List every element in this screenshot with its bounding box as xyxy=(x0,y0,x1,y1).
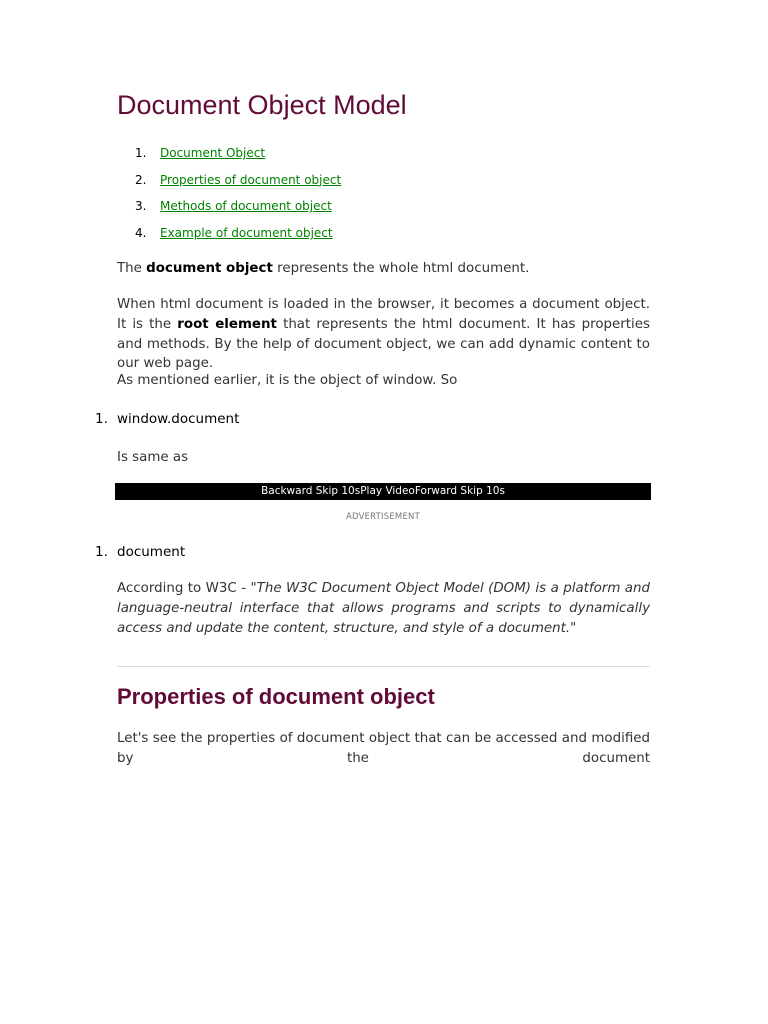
description-part1: When html document is loaded in the browser, it becomes a document object. It is the xyxy=(117,297,650,332)
toc-link-methods[interactable]: Methods of document object xyxy=(160,199,332,214)
toc-item xyxy=(135,144,341,171)
video-player-bar[interactable]: Backward Skip 10sPlay VideoForward Skip 10s xyxy=(115,483,651,500)
w3c-quote: The W3C Document Object Model (DOM) is a platform and language-neutral interface that allows programs and scripts to dynamically access and update the content, structure, and style of a document. xyxy=(117,581,651,636)
w3c-prefix: According to W3C - " xyxy=(117,581,257,596)
toc-link-properties[interactable]: Properties of document object xyxy=(160,172,342,187)
w3c-suffix: " xyxy=(570,620,577,636)
window-paragraph: As mentioned earlier, it is the object of window. So xyxy=(117,373,458,388)
description-part2: that represents the html document. It has properties and methods. By the help of document object, we can add dynamic content to our web page. xyxy=(117,316,650,372)
intro-bold: document object xyxy=(146,261,273,276)
toc-item xyxy=(135,197,341,224)
toc-number: 1. xyxy=(135,146,147,160)
code-line-document xyxy=(95,543,185,562)
table-of-contents xyxy=(135,144,341,251)
code-line-window-document xyxy=(95,410,239,429)
section-divider xyxy=(117,666,650,667)
description-paragraph xyxy=(117,295,650,374)
description-bold: root element xyxy=(177,316,277,332)
code-line-number: 1. xyxy=(95,411,108,427)
properties-intro-paragraph: Let's see the properties of document object that can be accessed and modified by the document xyxy=(117,731,650,766)
toc-number: 4. xyxy=(135,226,147,241)
toc-number: 3. xyxy=(135,199,147,214)
page-title: Document Object Model xyxy=(117,90,407,120)
toc-number: 2. xyxy=(135,172,147,187)
code-line-number: 1. xyxy=(95,544,108,560)
toc-item xyxy=(135,171,341,198)
section-heading: Properties of document object xyxy=(117,684,435,709)
code-text: window.document xyxy=(117,411,240,427)
advertisement-label: ADVERTISEMENT xyxy=(345,512,420,522)
intro-paragraph xyxy=(117,259,650,279)
toc-link-example[interactable]: Example of document object xyxy=(160,226,333,241)
intro-prefix: The xyxy=(117,261,147,276)
code-text: document xyxy=(117,544,186,560)
same-as-text: Is same as xyxy=(117,450,189,465)
w3c-definition-paragraph xyxy=(117,579,650,638)
toc-item xyxy=(135,224,341,251)
intro-suffix: represents the whole html document. xyxy=(272,261,530,276)
toc-link-document-object[interactable]: Document Object xyxy=(160,146,266,160)
